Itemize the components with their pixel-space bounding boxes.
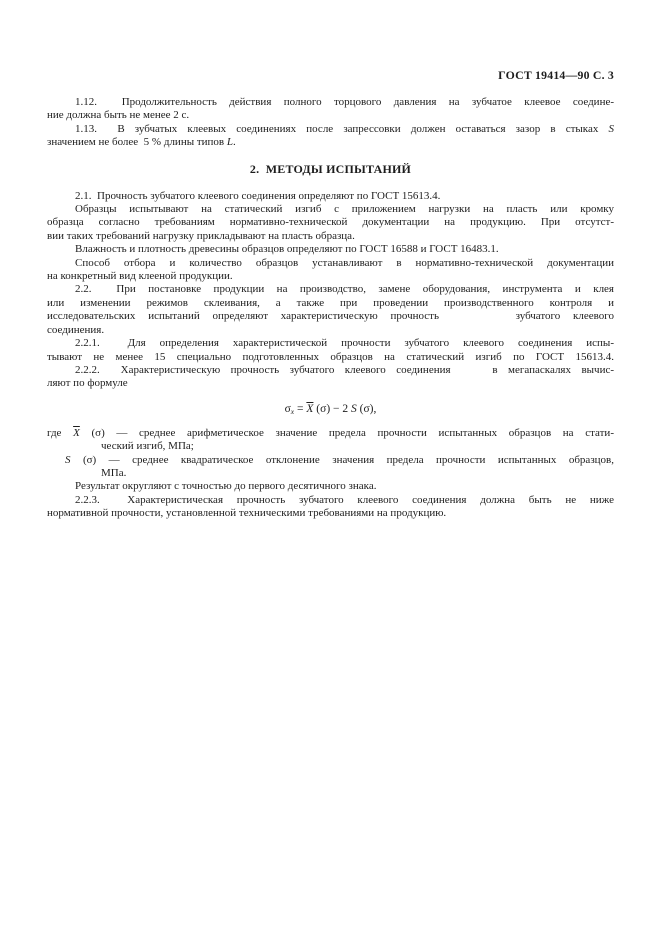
paragraph-line: нормативной прочности, установленной техническими требованиями на продукцию.: [47, 507, 447, 520]
paragraph-line: 2.2. При постановке продукции на производство, замене оборудования, инструмента и клея: [75, 283, 614, 296]
page-header: ГОСТ 19414—90 С. 3: [498, 68, 614, 82]
paragraph-line: 1.12. Продолжительность действия полного торцового давления на зубчатое клеевое соедине-: [75, 96, 614, 108]
where-label: где: [47, 426, 74, 439]
variable-s: S: [351, 402, 357, 415]
paragraph-line: 2.2.3. Характеристическая прочность зубчатого клеевого соединения должна быть не ниже: [75, 493, 614, 506]
paragraph-line: Образцы испытывают на статический изгиб с приложением нагрузки на пласть или кромку: [75, 203, 614, 216]
paragraph-line: ние должна быть не менее 2 с.: [47, 109, 190, 122]
definition-line: ческий изгиб, МПа;: [101, 440, 194, 453]
paragraph-line: 2.1. Прочность зубчатого клеевого соединения определяют по ГОСТ 15613.4.: [75, 189, 441, 202]
definition-line: [47, 427, 614, 440]
variable-l: L: [226, 136, 233, 149]
formula-mid: (σ) − 2: [313, 402, 352, 415]
definition-line: МПа.: [101, 466, 127, 479]
definition-line: [47, 454, 614, 467]
variable-x-mean: $\overline{X}$: [73, 426, 80, 439]
definition-text: (σ) — среднее квадратическое отклонение значения предела прочности испытанных образцов,: [70, 453, 614, 466]
paragraph-line: вии таких требований нагрузку прикладывают на пласть образца.: [47, 229, 355, 242]
paragraph-line: ляют по формуле: [47, 377, 128, 390]
variable-x-mean: $\overline{X}$: [306, 402, 314, 415]
formula: [47, 402, 614, 416]
variable-s: S: [65, 453, 71, 466]
paragraph-text: 1.13. В зубчатых клеевых соединениях после запрессовки должен оставаться зазор в стыках: [75, 122, 609, 135]
paragraph-text: .: [233, 136, 236, 149]
paragraph-line: Влажность и плотность древесины образцов определяют по ГОСТ 16588 и ГОСТ 16483.1.: [75, 243, 499, 256]
formula-equals: =: [294, 402, 307, 415]
paragraph-line: на конкретный вид клееной продукции.: [47, 270, 233, 283]
paragraph-line: исследовательских испытаний определяют характеристическую прочность зубчатого клеевого: [47, 310, 614, 323]
formula-lhs: σ: [284, 402, 291, 415]
paragraph-line: или изменении режимов склеивания, а также при проведении производственного контроля и: [47, 296, 614, 309]
paragraph-line: 2.2.1. Для определения характеристической прочности зубчатого клеевого соединения испы-: [75, 337, 614, 350]
formula-end: (σ),: [356, 402, 377, 415]
paragraph-line: [47, 136, 614, 149]
paragraph-line: Способ отбора и количество образцов устанавливают в нормативно-технической документации: [75, 256, 614, 269]
variable-s: S: [608, 122, 614, 135]
definition-text: (σ) — среднее арифметическое значение предела прочности испытанных образцов на стати-: [79, 426, 614, 439]
paragraph-text: значением не более 5 % длины типов: [47, 136, 227, 149]
section-heading: 2. МЕТОДЫ ИСПЫТАНИЙ: [249, 161, 412, 176]
paragraph-line: [47, 123, 614, 136]
paragraph-line: Результат округляют с точностью до первого десятичного знака.: [75, 480, 377, 493]
paragraph-line: 2.2.2. Характеристическую прочность зубчатого клеевого соединения в мегапаскалях вычис-: [75, 363, 614, 376]
document-body: [47, 96, 614, 521]
formula-subscript: х: [290, 406, 295, 416]
paragraph-line: образца согласно требованиям нормативно-технической документации на продукцию. При отсутст-: [47, 216, 614, 229]
paragraph-line: тывают не менее 15 специально подготовленных образцов на статический изгиб по ГОСТ 15613.4.: [47, 350, 614, 363]
paragraph-line: соединения.: [47, 323, 105, 336]
